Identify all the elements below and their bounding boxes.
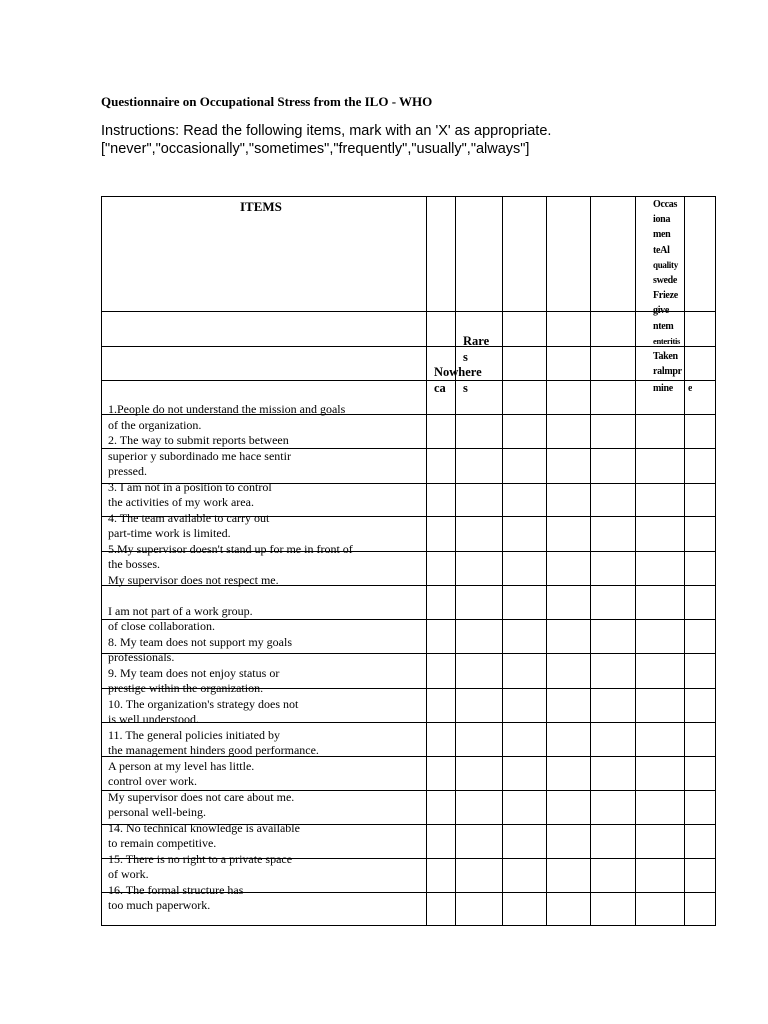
last-header-line: mine xyxy=(653,383,673,394)
row-line: 15. There is no right to a private space xyxy=(108,851,293,866)
rare-header-line-2: s xyxy=(463,349,468,364)
rare-column-header xyxy=(463,334,489,365)
rare-header-line-1: Rare xyxy=(463,334,490,348)
last-header-line: men xyxy=(653,229,671,241)
row-line: 8. My team does not support my goals xyxy=(108,634,292,649)
items-column-header: ITEMS xyxy=(240,199,282,214)
row-line: is well understood. xyxy=(108,712,199,726)
row-line: the activities of my work area. xyxy=(108,495,254,509)
row-line: of the organization. xyxy=(108,417,202,432)
row-line: part-time work is limited. xyxy=(108,526,231,540)
row-line: pressed. xyxy=(108,464,147,478)
nowhere-header-line-1: Nowhere xyxy=(434,365,482,379)
last-header-line: give xyxy=(653,305,670,317)
row-line: 14. No technical knowledge is available xyxy=(108,820,300,835)
row-line: 11. The general policies initiated by xyxy=(108,727,280,742)
document-title: Questionnaire on Occupational Stress from the ILO - WHO xyxy=(101,94,433,109)
rare-header-line-3: s xyxy=(463,381,468,395)
last-header-line: enteritis xyxy=(653,335,681,346)
row-line: superior y subordinado me hace sentir xyxy=(108,448,291,463)
row-line: of work. xyxy=(108,867,149,881)
row-spacer xyxy=(108,588,353,604)
nowhere-column-header xyxy=(434,365,482,396)
row-line: My supervisor does not respect me. xyxy=(108,572,279,587)
row-line: 4. The team available to carry out xyxy=(108,510,270,525)
last-header-line: Frieze xyxy=(653,290,678,302)
last-header-line: iona xyxy=(653,214,671,226)
row-line: 10. The organization's strategy does not xyxy=(108,696,299,711)
last-column-header xyxy=(653,197,684,379)
row-line: 16. The formal structure has xyxy=(108,882,244,897)
last-header-line: Occas xyxy=(653,199,678,210)
instructions-line-2: ["never","occasionally","sometimes","frequently","usually","always"] xyxy=(101,141,530,157)
row-line: to remain competitive. xyxy=(108,836,217,850)
row-line: 5.My supervisor doesn't stand up for me in front of xyxy=(108,541,353,556)
row-line: 2. The way to submit reports between xyxy=(108,433,289,447)
nowhere-header-line-2: ca xyxy=(434,380,446,395)
table-row-1-text xyxy=(108,402,353,914)
row-line: control over work. xyxy=(108,774,197,788)
last-header-line: ralmpr xyxy=(653,366,682,378)
last-header-line: quality xyxy=(653,259,678,270)
row-line: 3. I am not in a position to control xyxy=(108,479,272,494)
last-header-line: ntem xyxy=(653,320,674,332)
row-line: My supervisor does not care about me. xyxy=(108,789,295,804)
row-line: prestige within the organization. xyxy=(108,681,264,695)
row-line: too much paperwork. xyxy=(108,898,211,912)
row-line: professionals. xyxy=(108,650,175,664)
instructions-line-1: Instructions: Read the following items, mark with an 'X' as appropriate. xyxy=(101,123,552,139)
row-line: I am not part of a work group. xyxy=(108,603,253,618)
row-line: of close collaboration. xyxy=(108,619,215,633)
row-line: 9. My team does not enjoy status or xyxy=(108,665,280,680)
last-header-line: teAl xyxy=(653,244,670,256)
last-header-extra: e xyxy=(688,383,693,394)
row-line: the bosses. xyxy=(108,557,160,571)
row-line: 1.People do not understand the mission and goals xyxy=(108,402,346,416)
last-header-line: Taken xyxy=(653,351,678,363)
last-header-line: swede xyxy=(653,275,678,287)
row-line: the management hinders good performance. xyxy=(108,743,319,757)
row-line: A person at my level has little. xyxy=(108,758,255,773)
row-line: personal well-being. xyxy=(108,805,206,819)
